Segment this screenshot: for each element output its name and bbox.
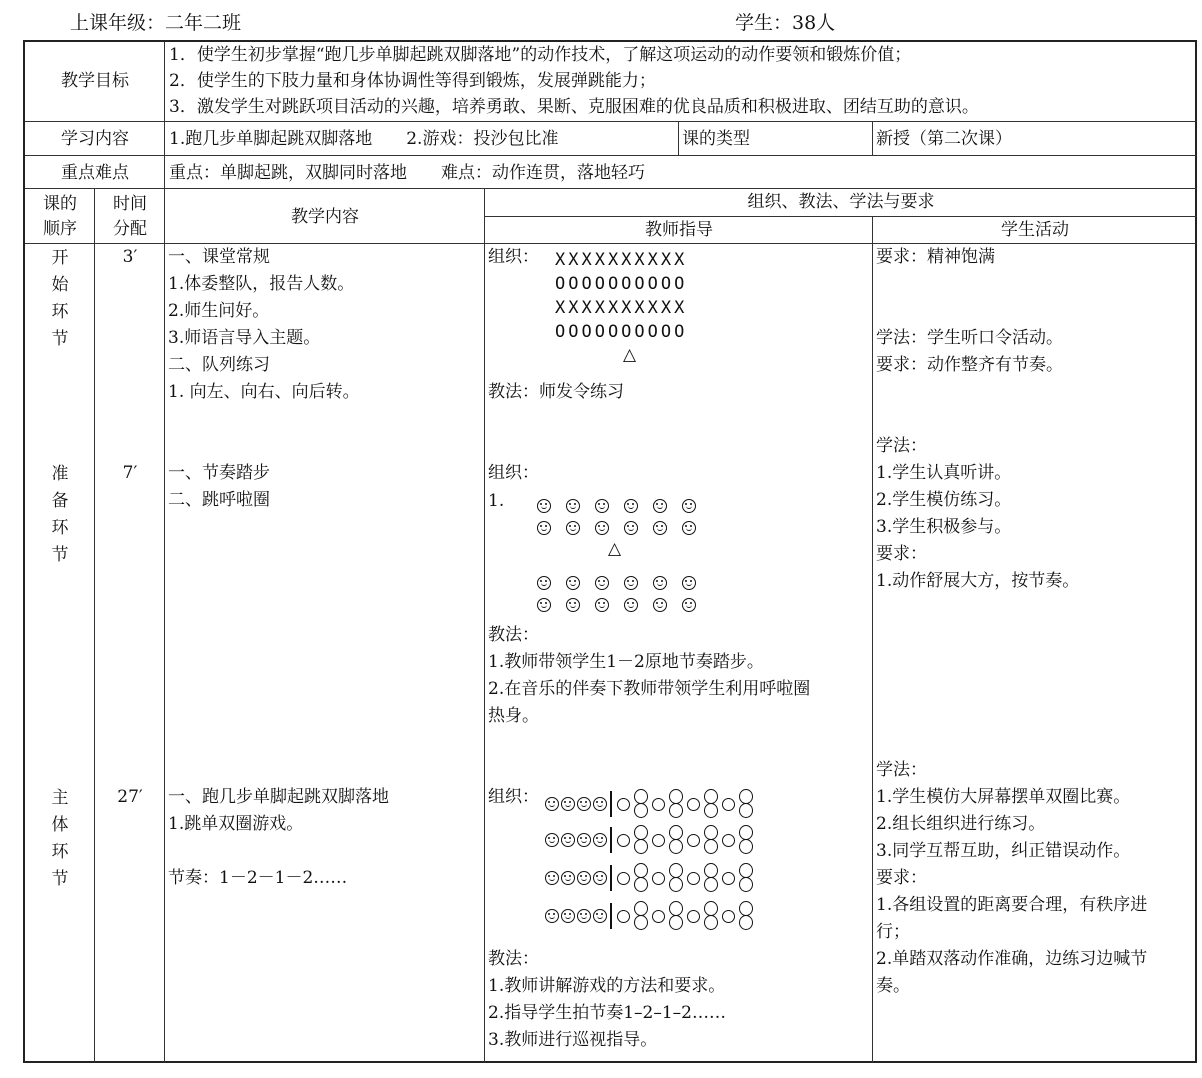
teacher-triangle-icon: △: [608, 539, 622, 559]
section-1-time: 3′: [122, 247, 138, 267]
order-column: [25, 244, 95, 1063]
formation-row: OOOOOOOOOO: [555, 274, 688, 294]
section-3-order: 主 体 环 节: [51, 788, 69, 889]
teacher-header-cell: [485, 217, 873, 244]
content-header: 教学内容: [291, 207, 359, 227]
objective-item-1: 1．使学生初步掌握“跑几步单脚起跳双脚落地”的动作技术，了解这项运动的动作要领和锻炼价值；: [169, 45, 912, 65]
formation-row: XXXXXXXXXX: [555, 250, 688, 270]
content-value: 1.跑几步单脚起跳双脚落地 2.游戏：投沙包比准: [169, 129, 559, 149]
student-face-icon: [537, 499, 551, 513]
double-hoop-icon: [634, 790, 648, 818]
hoop-lane: [545, 790, 755, 818]
lesson-type-label-cell: [679, 122, 873, 156]
teacher-header: 教师指导: [645, 220, 713, 240]
smiley-row: [537, 495, 711, 515]
objectives-cell: [165, 42, 1197, 122]
teacher-triangle-icon: △: [623, 345, 637, 365]
section-2-time: 7′: [122, 463, 138, 483]
objectives-label-cell: [25, 42, 165, 122]
section-3-time: 27′: [117, 787, 143, 807]
content-header-cell: [165, 189, 485, 244]
time-header-1: 时间: [113, 194, 147, 214]
lesson-type-value-cell: [873, 122, 1197, 156]
content-value-cell: [165, 122, 679, 156]
single-hoop-icon: [617, 798, 630, 811]
lesson-plan-table: 教学目标 1．使学生初步掌握“跑几步单脚起跳双脚落地”的动作技术，了解这项运动的动作要领和锻炼价值； 2．使学生的下肢力量和身体协调性等得到锻炼，发展弹跳能力； 3．激发学生对跳跃项目活动的兴趣，培养勇敢、果断、克服困难的优良品质和积极进取、团结互助的意识。 学习内容 1.跑几步单脚起跳双脚落地 2.游戏：投沙包比准 课的类型 新授（第二次课） 重点难点 重点：单脚起跳，双脚同时落地 难点：动作连贯，落地轻巧 课的 顺序 时间 分配 教学内容 组织、教法、学法与要求 教师指导 学生活动 开 始 环 节 3′ 一、课堂常规 1.体委整队，报告人数。 2.师生问好。 3.师语言导入主题。 二、队列练习 1. 向左、向右、向后转。 组织： XXXXXXXXXX OOOOOOOOOO XXXXXXXXXX OOOOOOOOOO △ 教法：师发令练习 要求：精神饱满 学法：学生听口令活动。 要求：动作整齐有节奏。 准 备 环 节 7′ 一、节奏踏步 二、跳呼啦圈 组织： 1. △ 教法： 1.教师带领学生1－2原地节奏踏步。 2.在音乐的伴奏下教师带领学生利用呼啦圈 热身。 学法： 1.学生认真听讲。 2.学生模仿练习。 3.学生积极参与。 要求： 1.动作舒展大方，按节奏。 主 体 环 节 27′ 一、跑几步单脚起跳双脚落地 1.跳单双圈游戏。 节奏：1－2－1－2…… 组织： 教法： 1.教师讲解游戏的方法和要求。 2.指导学生拍节奏1–2–1–2…… 3.教师进行巡视指导。 学法： 1.学生模仿大屏幕摆单双圈比赛。 2.组长组织进行练习。 3.同学互帮互助，纠正错误动作。 要求： 1.各组设置的距离要合理，有秩序进 行； 2.单踏双落动作准确，边练习边喊节 奏。: [23, 40, 1197, 1063]
formation-row: OOOOOOOOOO: [555, 322, 688, 342]
section-2-order: 准 备 环 节: [51, 464, 69, 565]
org-index: 1.: [488, 491, 505, 511]
hoop-lane: [545, 864, 755, 892]
hoop-lane: [545, 826, 755, 854]
content-label-cell: [25, 122, 165, 156]
smiley-row: [537, 572, 711, 592]
lesson-type-label: 课的类型: [682, 129, 750, 149]
student-count: 学生：38人: [735, 12, 836, 34]
method-text: 教法：师发令练习: [488, 382, 624, 402]
keypoints-label-cell: [25, 156, 165, 189]
objectives-label: 教学目标: [61, 71, 129, 91]
keypoints-cell: [165, 156, 1197, 189]
smiley-row: [537, 594, 711, 614]
order-header-2: 顺序: [43, 219, 77, 239]
org-header-cell: [485, 189, 1197, 217]
keypoints-label: 重点难点: [61, 163, 129, 183]
student-header: 学生活动: [1001, 220, 1069, 240]
order-header-cell: [25, 189, 95, 244]
smiley-row: [537, 517, 711, 537]
content-label: 学习内容: [61, 129, 129, 149]
lesson-type-value: 新授（第二次课）: [876, 129, 1012, 149]
objective-item-3: 3．激发学生对跳跃项目活动的兴趣，培养勇敢、果断、克服困难的优良品质和积极进取、团结互助的意识。: [169, 97, 979, 117]
org-label: 组织：: [488, 247, 539, 267]
formation-row: XXXXXXXXXX: [555, 298, 688, 318]
time-header-2: 分配: [113, 219, 147, 239]
time-column: [95, 244, 165, 1063]
org-label: 组织：: [488, 787, 539, 807]
order-header-1: 课的: [43, 194, 77, 214]
student-header-cell: [873, 217, 1197, 244]
org-label: 组织：: [488, 463, 539, 483]
hoop-lane: [545, 902, 755, 930]
grade-label: 上课年级：二年二班: [70, 12, 242, 34]
keypoints-value: 重点：单脚起跳，双脚同时落地 难点：动作连贯，落地轻巧: [169, 163, 645, 183]
section-1-order: 开 始 环 节: [51, 248, 69, 349]
time-header-cell: [95, 189, 165, 244]
org-header: 组织、教法、学法与要求: [747, 192, 935, 212]
objective-item-2: 2．使学生的下肢力量和身体协调性等得到锻炼，发展弹跳能力；: [169, 71, 656, 91]
